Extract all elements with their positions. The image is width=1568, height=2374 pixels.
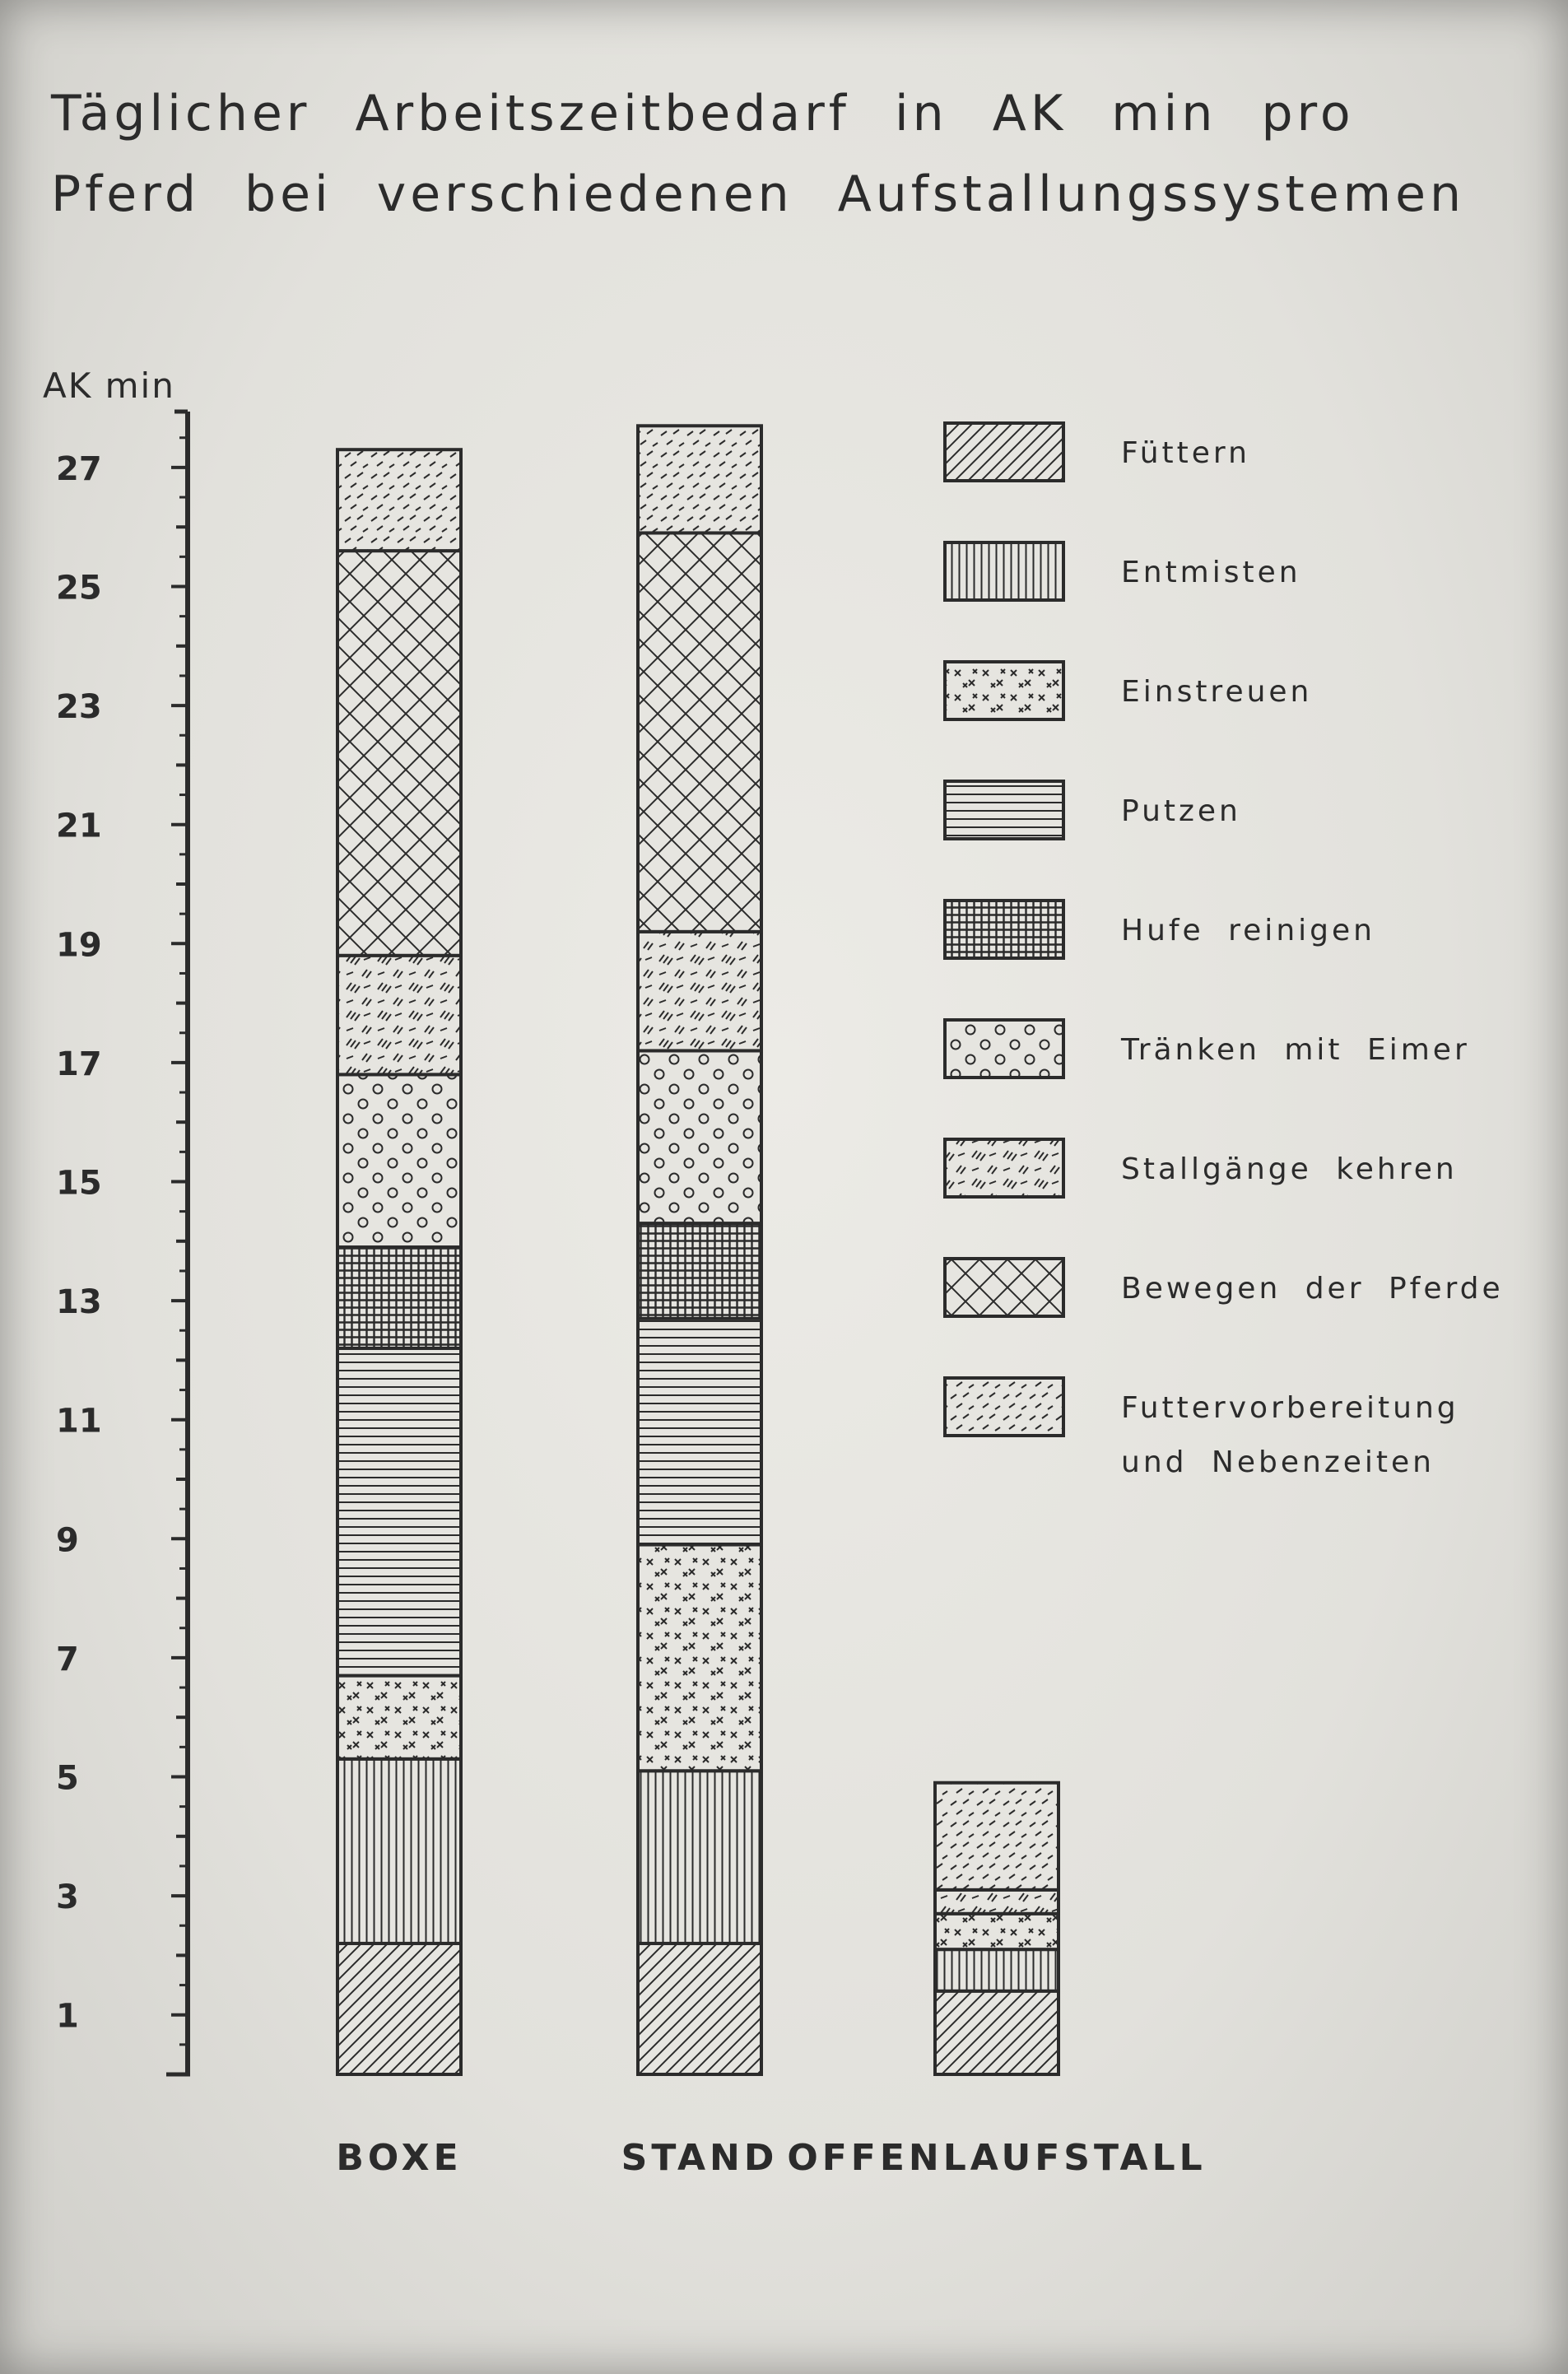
bar-stack <box>638 426 761 2074</box>
bar-segment <box>337 551 461 956</box>
y-tick-label: 9 <box>56 1521 79 1560</box>
bar-segment <box>337 1676 461 1759</box>
legend-swatch <box>945 662 1063 719</box>
bar-segment <box>638 1545 761 1771</box>
y-axis-label: AK min <box>43 365 175 406</box>
y-tick-label: 5 <box>56 1759 79 1798</box>
legend-item <box>945 1259 1504 1316</box>
bar-segment <box>638 1050 761 1223</box>
bar-segment <box>337 449 461 551</box>
legend-label: Entmisten <box>1121 556 1301 589</box>
bar-segment <box>638 533 761 931</box>
category-label: OFFENLAUFSTALL <box>787 2137 1207 2179</box>
bar-segment <box>337 1247 461 1348</box>
bar-segment <box>935 1783 1059 1890</box>
y-tick-label: 23 <box>56 688 102 727</box>
y-tick-label: 17 <box>56 1045 102 1083</box>
bar-segment <box>638 426 761 533</box>
legend-label: Putzen <box>1121 794 1241 828</box>
legend-item <box>945 662 1312 719</box>
bar-segment <box>638 1771 761 1943</box>
legend-swatch <box>945 1139 1063 1197</box>
legend-item <box>945 1020 1470 1078</box>
legend-label: Stallgänge kehren <box>1121 1152 1458 1186</box>
legend-swatch <box>945 901 1063 958</box>
legend-item <box>945 901 1375 958</box>
bar-segment <box>337 1759 461 1943</box>
legend-swatch <box>945 542 1063 600</box>
bar-segment <box>935 1890 1059 1914</box>
legend-swatch <box>945 1378 1063 1436</box>
legend-item <box>945 542 1301 600</box>
bar-segment <box>337 1943 461 2074</box>
bar-segment <box>935 1991 1059 2074</box>
y-tick-label: 27 <box>56 449 102 488</box>
y-tick-label: 7 <box>56 1640 79 1678</box>
bar-segment <box>337 1348 461 1676</box>
legend <box>945 423 1504 1479</box>
y-tick-label: 11 <box>56 1402 102 1441</box>
y-tick-label: 25 <box>56 569 102 607</box>
legend-label: und Nebenzeiten <box>1121 1445 1435 1479</box>
title-line-1: Täglicher Arbeitszeitbedarf in AK min pro <box>51 85 1355 142</box>
bar-segment <box>935 1914 1059 1949</box>
legend-swatch <box>945 423 1063 481</box>
bar-segment <box>638 1223 761 1319</box>
bar-stack <box>935 1783 1059 2074</box>
y-tick-label: 21 <box>56 807 102 845</box>
y-tick-label: 19 <box>56 926 102 965</box>
y-tick-label: 3 <box>56 1878 79 1917</box>
legend-item <box>945 781 1241 839</box>
category-label: BOXE <box>336 2137 463 2179</box>
bar-segment <box>638 932 761 1051</box>
title-line-2: Pferd bei verschiedenen Aufstallungssystemen <box>51 165 1466 223</box>
legend-swatch <box>945 1259 1063 1316</box>
bar-segment <box>638 1943 761 2074</box>
bar-segment <box>337 1074 461 1247</box>
bar-segment <box>337 956 461 1075</box>
bar-stack <box>337 449 461 2074</box>
y-tick-label: 1 <box>56 1997 79 2036</box>
bar-segment <box>935 1949 1059 1991</box>
y-tick-label: 13 <box>56 1283 102 1322</box>
y-axis <box>56 412 190 2074</box>
legend-item <box>945 1378 1459 1479</box>
legend-label: Einstreuen <box>1121 675 1313 709</box>
legend-item <box>945 423 1250 481</box>
legend-label: Futtervorbereitung <box>1121 1391 1459 1425</box>
legend-swatch <box>945 781 1063 839</box>
legend-label: Tränken mit Eimer <box>1121 1033 1470 1067</box>
chart-title <box>50 85 1465 223</box>
legend-label: Hufe reinigen <box>1121 914 1375 947</box>
legend-item <box>945 1139 1458 1197</box>
legend-label: Füttern <box>1121 436 1250 470</box>
y-tick-label: 15 <box>56 1164 102 1203</box>
legend-swatch <box>945 1020 1063 1078</box>
bar-segment <box>638 1319 761 1545</box>
legend-label: Bewegen der Pferde <box>1121 1272 1504 1306</box>
category-label: STAND <box>621 2137 779 2179</box>
category-labels <box>336 2137 1206 2179</box>
